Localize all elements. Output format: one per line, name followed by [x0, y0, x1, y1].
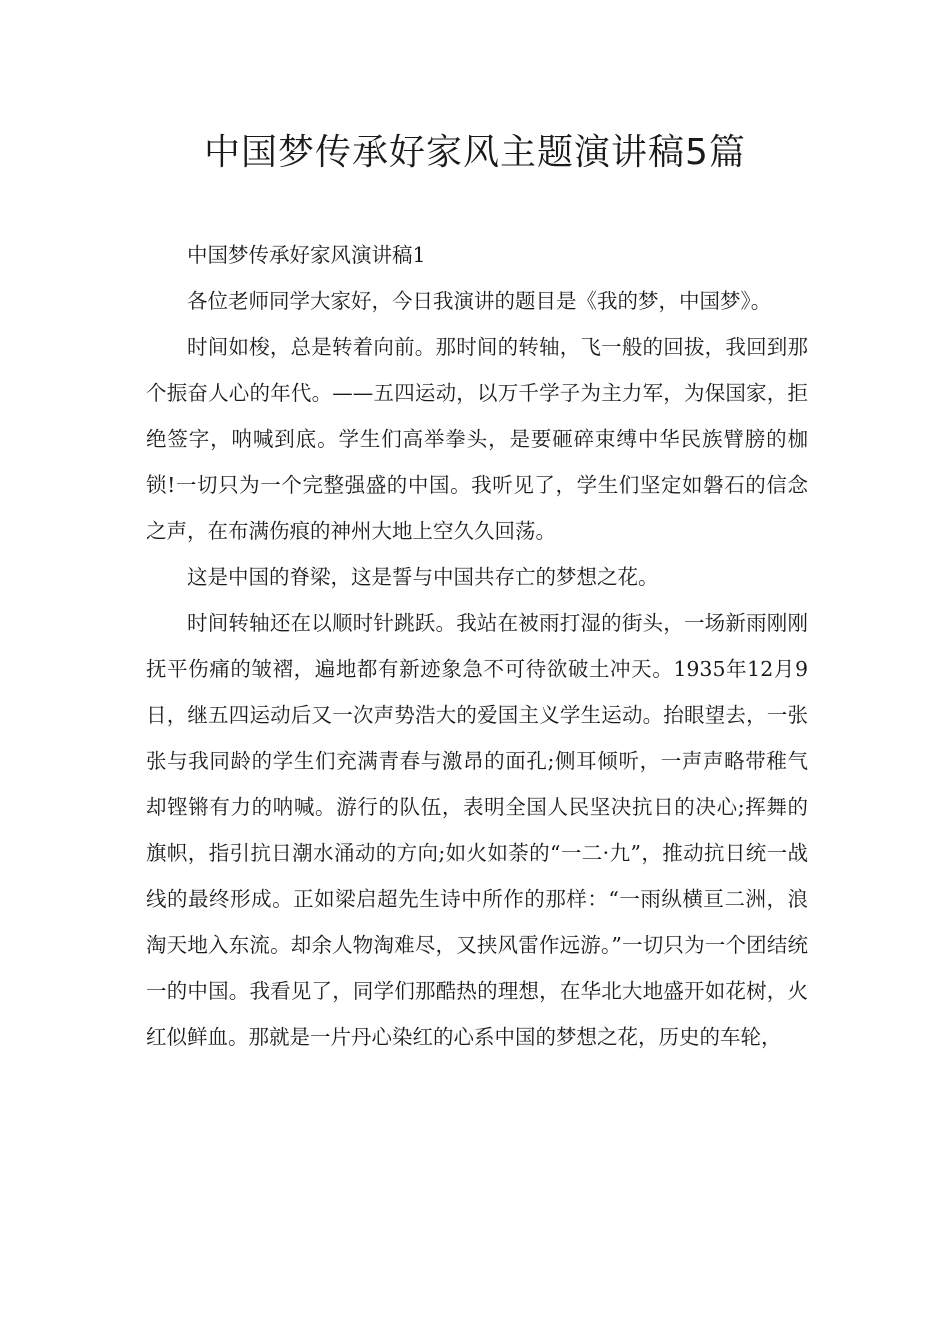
- paragraph-4: 时间转轴还在以顺时针跳跃。我站在被雨打湿的街头，一场新雨刚刚抚平伤痛的皱褶，遍地都有新迹象急不可待欲破土冲天。1935年12月9日，继五四运动后又一次声势浩大的爱国主义学生运动。抬眼望去，一张张与我同龄的学生们充满青春与激昂的面孔;侧耳倾听，一声声略带稚气却铿锵有力的呐喊。游行的队伍，表明全国人民坚决抗日的决心;挥舞的旗帜，指引抗日潮水涌动的方向;如火如荼的“一二·九”，推动抗日统一战线的最终形成。正如梁启超先生诗中所作的那样：“一雨纵横亘二洲，浪淘天地入东流。却余人物淘难尽，又挟风雷作远游。”一切只为一个团结统一的中国。我看见了，同学们那酷热的理想，在华北大地盛开如花树，火红似鲜血。那就是一片丹心染红的心系中国的梦想之花，历史的车轮，: [146, 611, 808, 1049]
- paragraph-3: 这是中国的脊梁，这是誓与中国共存亡的梦想之花。: [187, 565, 659, 589]
- section-heading: 中国梦传承好家风演讲稿1: [187, 243, 426, 267]
- paragraph-1: 各位老师同学大家好，今日我演讲的题目是《我的梦，中国梦》。: [187, 289, 772, 313]
- document-title: 中国梦传承好家风主题演讲稿5篇: [204, 132, 746, 173]
- paragraph-2: 时间如梭，总是转着向前。那时间的转轴，飞一般的回拔，我回到那个振奋人心的年代。——五四运动，以万千学子为主力军，为保国家，拒绝签字，呐喊到底。学生们高举拳头，是要砸碎束缚中华民族臂膀的枷锁!一切只为一个完整强盛的中国。我听见了，学生们坚定如磐石的信念之声，在布满伤痕的神州大地上空久久回荡。: [146, 335, 808, 543]
- document-body: [146, 232, 808, 1060]
